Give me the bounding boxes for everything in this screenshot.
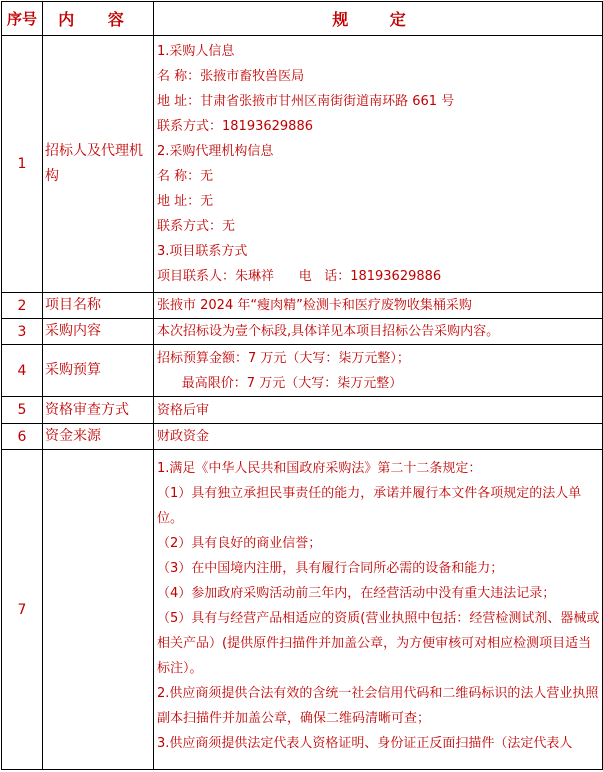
row-index: 6	[2, 424, 43, 450]
header-content: 内 容	[43, 2, 154, 36]
rule-paragraph: （1）具有独立承担民事责任的能力，承诺并履行本文件各项规定的法人单位。	[157, 486, 582, 526]
row-name: 招标人及代理机构	[43, 36, 154, 293]
rule-line: 3.项目联系方式	[157, 244, 248, 259]
rule-paragraph: （4）参加政府采购活动前三年内，在经营活动中没有重大违法记录；	[157, 586, 556, 601]
bid-info-table	[1, 1, 603, 770]
row-index: 4	[2, 345, 43, 397]
rule-paragraph: 2.供应商须提供合法有效的含统一社会信用代码和二维码标识的法人营业执照副本扫描件并加盖公章，确保二维码清晰可查；	[157, 686, 599, 726]
row-rule	[154, 450, 603, 770]
header-index: 序号	[2, 2, 43, 36]
rule-line: 最高限价：7 万元（大写：柒万元整）	[157, 375, 403, 391]
row-rule	[154, 319, 603, 345]
row-index: 2	[2, 293, 43, 319]
table-row	[2, 36, 603, 293]
row-rule	[154, 36, 603, 293]
rule-line: 项目联系人：朱琳祥 电 话：18193629886	[157, 269, 442, 284]
table-row	[2, 424, 603, 450]
table-row	[2, 345, 603, 397]
rule-paragraph: 1.满足《中华人民共和国政府采购法》第二十二条规定：	[157, 461, 482, 476]
rule-line: 本次招标设为壹个标段,具体详见本项目招标公告采购内容。	[157, 324, 500, 339]
header-row	[2, 2, 603, 36]
row-rule	[154, 424, 603, 450]
rule-line: 2.采购代理机构信息	[157, 144, 274, 159]
rule-line: 张掖市 2024 年“瘦肉精”检测卡和医疗废物收集桶采购	[157, 298, 472, 313]
rule-line: 1.采购人信息	[157, 44, 235, 59]
row-index: 1	[2, 36, 43, 293]
row-rule	[154, 345, 603, 397]
row-rule	[154, 293, 603, 319]
table-row	[2, 293, 603, 319]
row-name: 资格审查方式	[43, 397, 154, 424]
rule-line: 联系方式：18193629886	[157, 119, 313, 134]
row-name	[43, 450, 154, 770]
rule-line: 地 址：无	[157, 194, 214, 209]
row-index: 3	[2, 319, 43, 345]
rule-paragraph: （3）在中国境内注册，具有履行合同所必需的设备和能力；	[157, 561, 504, 576]
rule-line: 地 址：甘肃省张掖市甘州区南街街道南环路 661 号	[157, 94, 455, 109]
rule-paragraph: （2）具有良好的商业信誉；	[157, 536, 322, 551]
rule-line: 招标预算金额：7 万元（大写：柒万元整）；	[157, 350, 410, 366]
row-name: 采购内容	[43, 319, 154, 345]
table-row	[2, 319, 603, 345]
rule-line: 资格后审	[157, 402, 210, 418]
rule-paragraph: （5）具有与经营产品相适应的资质(营业执照中包括：经营检测试剂、器械或相关产品）(提供原件扫描件并加盖公章，为方便审核可对相应检测项目适当标注）。	[157, 611, 600, 676]
header-rule: 规 定	[154, 2, 603, 36]
rule-line: 名 称：无	[157, 169, 214, 184]
row-rule	[154, 397, 603, 424]
rule-line: 名 称：张掖市畜牧兽医局	[157, 69, 305, 84]
row-name: 项目名称	[43, 293, 154, 319]
row-index: 7	[2, 450, 43, 770]
rule-paragraph: 3.供应商须提供法定代表人资格证明、身份证正反面扫描件（法定代表人	[157, 736, 573, 751]
table-row	[2, 397, 603, 424]
row-name: 资金来源	[43, 424, 154, 450]
row-index: 5	[2, 397, 43, 424]
rule-line: 联系方式：无	[157, 219, 236, 234]
table-row	[2, 450, 603, 770]
rule-line: 财政资金	[157, 429, 210, 444]
row-name: 采购预算	[43, 345, 154, 397]
